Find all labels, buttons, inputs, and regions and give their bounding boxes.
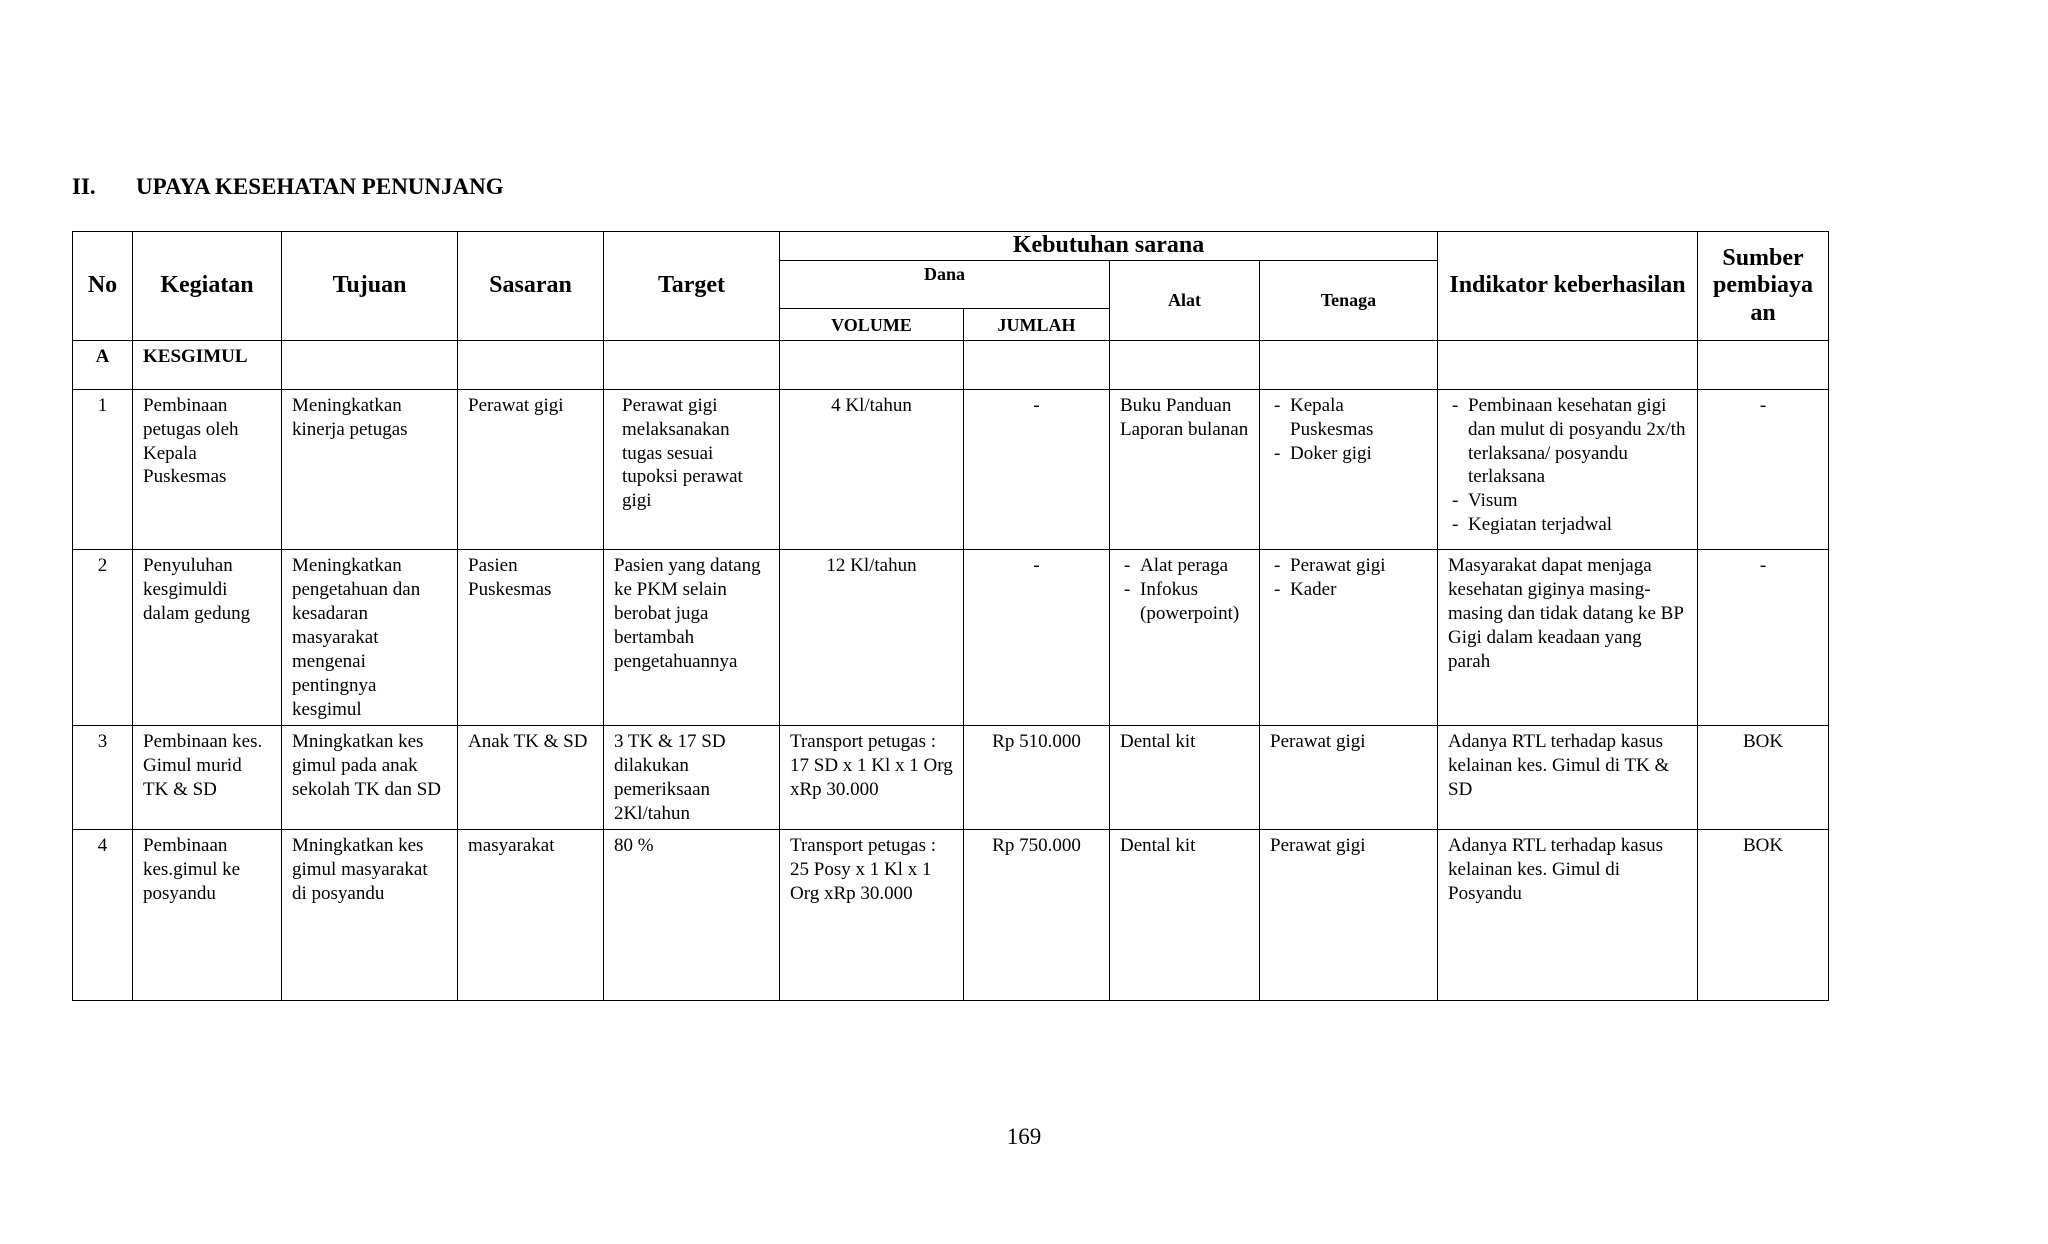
row-sumber: - [1759,555,1767,577]
row-jumlah: Rp 510.000 [992,730,1081,752]
row-sasaran: Pasien Puskesmas [468,555,552,601]
header-kegiatan: Kegiatan [133,232,282,341]
list-item: - Kader [1270,578,1427,602]
header-kebutuhan-sarana: Kebutuhan sarana [780,232,1438,261]
row-tujuan: Mningkatkan kes gimul pada anak sekolah TK dan SD [292,730,441,800]
group-row [73,341,1829,389]
row-tenaga-list [1270,554,1427,602]
header-indikator: Indikator keberhasilan [1438,232,1698,341]
row-indikator-list [1448,394,1687,538]
row-sumber: - [1759,394,1767,416]
row-target: 80 % [614,835,654,857]
list-item: - Perawat gigi [1270,554,1427,578]
header-sumber: Sumber pembiaya an [1698,232,1829,341]
row-indikator: Adanya RTL terhadap kasus kelainan kes. Gimul di TK & SD [1448,730,1670,800]
row-alat: Dental kit [1120,835,1196,857]
row-alat-list [1120,554,1249,626]
list-item: - Kepala Puskesmas [1270,394,1427,442]
section-title: UPAYA KESEHATAN PENUNJANG [136,174,504,199]
row-jumlah: - [1033,555,1040,577]
list-item: - Infokus (powerpoint) [1120,578,1249,626]
row-jumlah: - [1033,394,1040,416]
activity-table [72,231,1829,1001]
table-row [73,725,1829,829]
row-no: 4 [97,835,108,857]
list-item: - Pembinaan kesehatan gigi dan mulut di posyandu 2x/th terlaksana/ posyandu terlaksana [1448,394,1687,490]
row-sasaran: Perawat gigi [468,394,564,416]
row-tenaga: Perawat gigi [1270,730,1366,752]
row-alat: Dental kit [1120,730,1196,752]
list-item: - Doker gigi [1270,442,1427,466]
section-heading [72,174,504,200]
header-volume: VOLUME [780,309,964,341]
row-volume: 12 Kl/tahun [826,555,917,577]
row-no: 3 [97,730,108,752]
row-tenaga: Perawat gigi [1270,835,1366,857]
row-volume: Transport petugas : 17 SD x 1 Kl x 1 Org xRp 30.000 [790,730,953,800]
row-tujuan: Mningkatkan kes gimul masyarakat di posyandu [292,835,428,905]
row-target: Perawat gigi melaksanakan tugas sesuai tupoksi perawat gigi [622,394,743,512]
group-title: KESGIMUL [143,346,248,368]
header-tujuan: Tujuan [282,232,458,341]
table-row [73,550,1829,725]
header-target: Target [604,232,780,341]
row-sumber: BOK [1742,835,1784,857]
row-target: Pasien yang datang ke PKM selain berobat juga bertambah pengetahuannya [614,555,761,673]
row-sasaran: Anak TK & SD [468,730,588,752]
row-jumlah: Rp 750.000 [992,835,1081,857]
header-jumlah: JUMLAH [964,309,1110,341]
row-target: 3 TK & 17 SD dilakukan pemeriksaan 2Kl/tahun [614,730,726,824]
row-kegiatan: Pembinaan kes.gimul ke posyandu [143,835,241,905]
row-kegiatan: Pembinaan kes. Gimul murid TK & SD [143,730,263,800]
page-number: 169 [1006,1124,1042,1149]
row-indikator: Adanya RTL terhadap kasus kelainan kes. Gimul di Posyandu [1448,835,1664,905]
header-sasaran: Sasaran [458,232,604,341]
header-tenaga: Tenaga [1260,261,1438,341]
row-indikator: Masyarakat dapat menjaga kesehatan giginya masing-masing dan tidak datang ke BP Gigi dalam keadaan yang parah [1448,555,1684,673]
header-dana: Dana [780,261,1110,309]
row-tujuan: Meningkatkan pengetahuan dan kesadaran masyarakat mengenai pentingnya kesgimul [292,555,421,720]
row-kegiatan: Penyuluhan kesgimuldi dalam gedung [143,555,251,625]
table-row [73,389,1829,550]
row-tujuan: Meningkatkan kinerja petugas [292,394,408,440]
row-no: 2 [97,555,108,577]
row-volume: Transport petugas : 25 Posy x 1 Kl x 1 Org xRp 30.000 [790,835,937,905]
list-item: - Visum [1448,489,1687,513]
row-alat: Buku Panduan Laporan bulanan [1120,394,1249,440]
table-row [73,830,1829,1001]
list-item: - Alat peraga [1120,554,1249,578]
row-volume: 4 Kl/tahun [831,394,912,416]
row-tenaga-list [1270,394,1427,466]
header-no: No [73,232,133,341]
group-no: A [95,346,110,368]
row-sasaran: masyarakat [468,835,555,857]
section-number: II. [72,174,96,199]
row-kegiatan: Pembinaan petugas oleh Kepala Puskesmas [143,394,239,488]
row-sumber: BOK [1742,730,1784,752]
header-alat: Alat [1110,261,1260,341]
row-no: 1 [97,394,108,416]
list-item: - Kegiatan terjadwal [1448,513,1687,537]
